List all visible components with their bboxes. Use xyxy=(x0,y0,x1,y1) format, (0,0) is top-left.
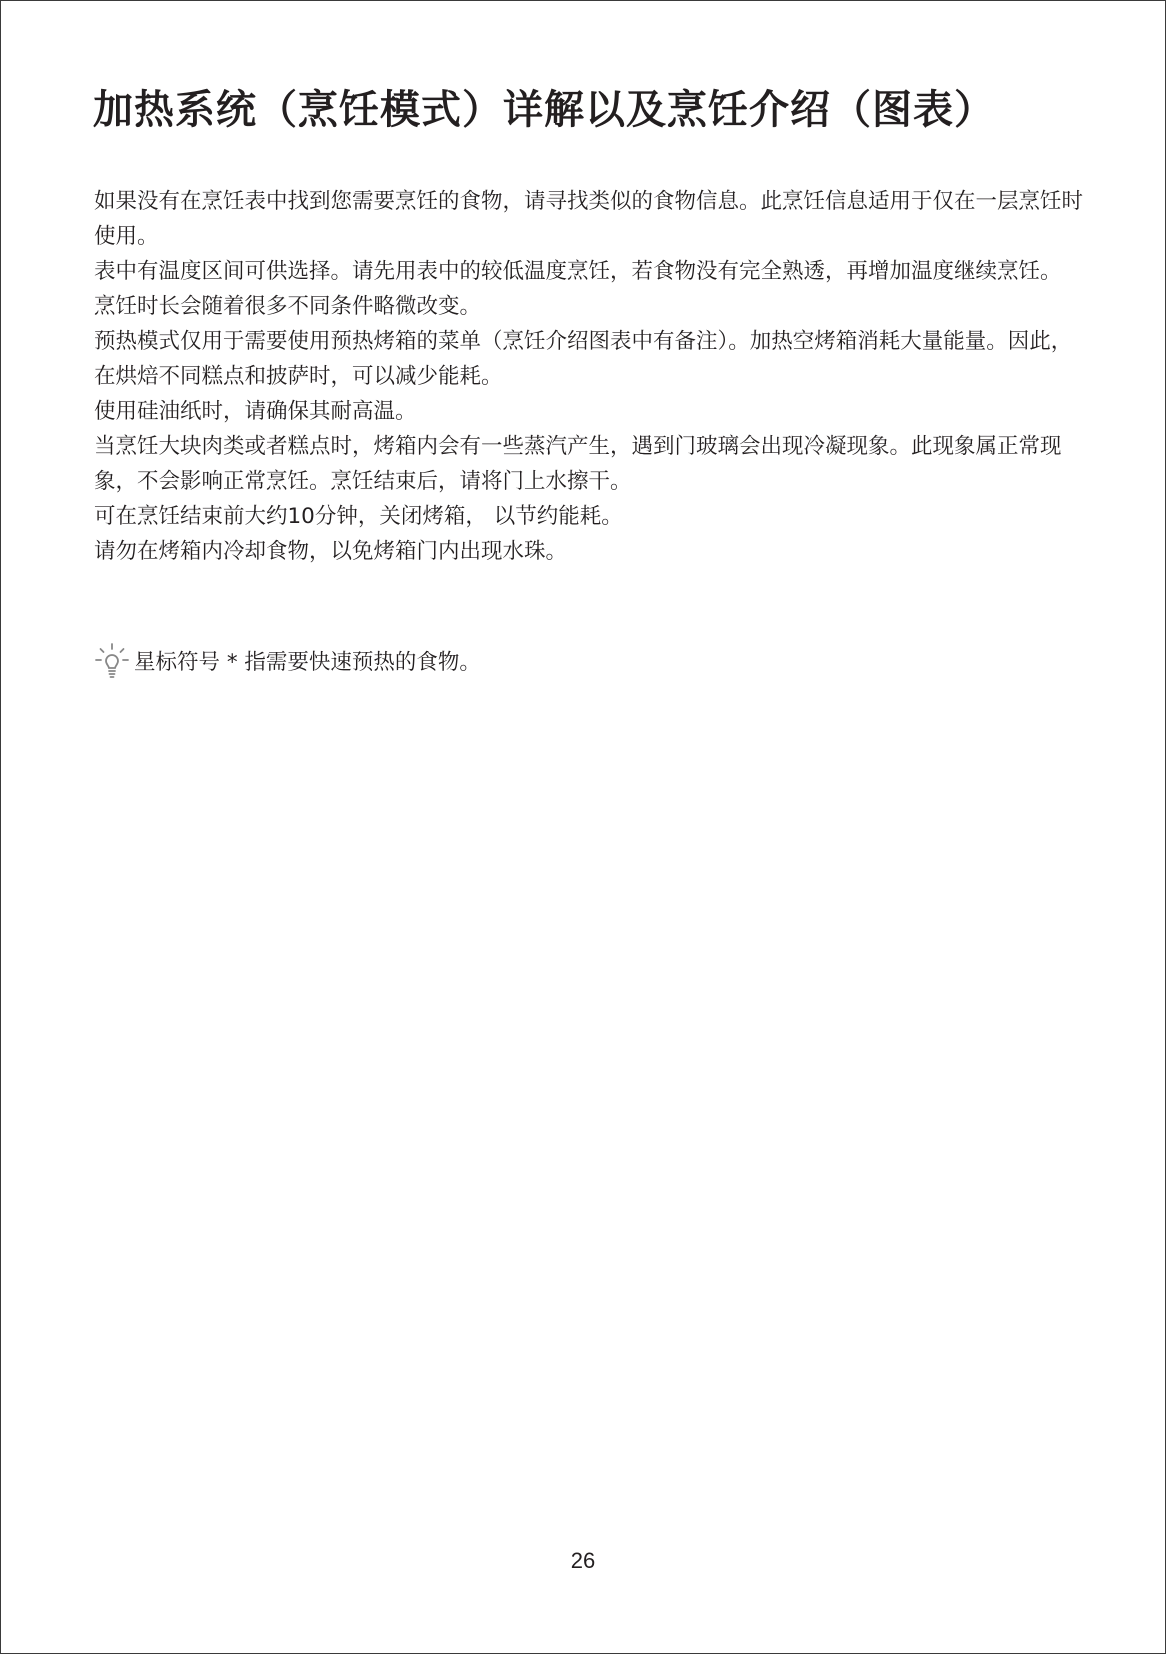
paragraph-temperature: 表中有温度区间可供选择。请先用表中的较低温度烹饪，若食物没有完全熟透，再增加温度继续烹饪。 xyxy=(94,259,1062,284)
paragraph-energy-saving: 可在烹饪结束前大约10分钟，关闭烤箱， 以节约能耗。 xyxy=(94,504,623,529)
page-number: 26 xyxy=(570,1548,596,1573)
paragraph-cooling: 请勿在烤箱内冷却食物，以免烤箱门内出现水珠。 xyxy=(94,539,568,564)
paragraph-condensation: 当烹饪大块肉类或者糕点时，烤箱内会有一些蒸汽产生，遇到门玻璃会出现冷凝现象。此现象属正常现象，不会影响正常烹饪。烹饪结束后，请将门上水擦干。 xyxy=(94,434,1062,494)
lightbulb-icon xyxy=(94,642,130,682)
page-title: 加热系统（烹饪模式）详解以及烹饪介绍（图表） xyxy=(93,87,995,133)
paragraph-baking-paper: 使用硅油纸时，请确保其耐高温。 xyxy=(94,399,417,424)
tip-note xyxy=(94,642,481,682)
tip-text: 星标符号 * 指需要快速预热的食物。 xyxy=(134,649,481,675)
paragraph-preheat: 预热模式仅用于需要使用预热烤箱的菜单（烹饪介绍图表中有备注）。加热空烤箱消耗大量能量。因此，在烘焙不同糕点和披萨时，可以减少能耗。 xyxy=(94,329,1073,389)
paragraph-intro: 如果没有在烹饪表中找到您需要烹饪的食物，请寻找类似的食物信息。此烹饪信息适用于仅在一层烹饪时使用。 xyxy=(94,189,1084,249)
paragraph-duration: 烹饪时长会随着很多不同条件略微改变。 xyxy=(94,294,482,319)
body-text xyxy=(94,184,1084,569)
